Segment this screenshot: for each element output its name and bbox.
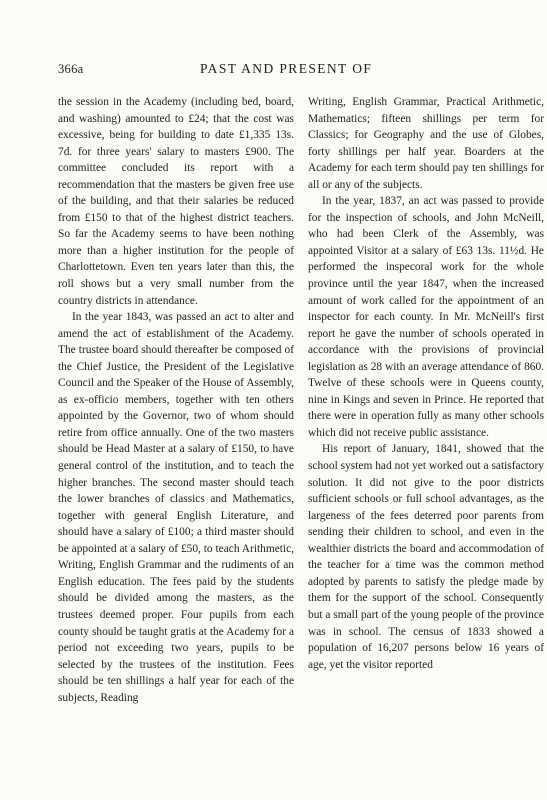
right-column (308, 94, 544, 774)
running-title: PAST AND PRESENT OF (200, 61, 373, 76)
paragraph-report-1841: His report of January, 1841, showed that the school system had not yet worked out a satisfactory solution. It did not give to the poor districts sufficient schools or full school advantages, as the largeness of the fees deterred poor parents from sending their children to school, and even in the wealthier districts the board and accommodation of the teacher for a time was the common method adopted by parents to satisfy the pledge made by them for the support of the school. Consequently but a small part of the young people of the province was in school. The census of 1833 showed a population of 16,207 persons below 16 years of age, yet the visitor reported (308, 443, 544, 671)
page-number: 366a (58, 62, 84, 76)
paragraph-fees-continued: Writing, English Grammar, Practical Arithmetic, Mathematics; fifteen shillings per term for Classics; for Geography and the use of Globes, forty shillings per half year. Boarders at the Academy for each term should pay ten shillings for all or any of the subjects. (308, 96, 544, 191)
paragraph-continued: the session in the Academy (including bed, board, and washing) amounted to £24; that the cost was excessive, being for building to date £1,335 13s. 7d. for three years' salary to masters £900. The committee concluded its report with a recommendation that the masters be given free use of the building, and that their salaries be reduced from £150 to that of the highest district teachers. So far the Academy seems to have been nothing more than a higher institution for the people of Charlottetown. Even ten years later than this, the roll shows but a very small number from the country districts in attendance. (58, 96, 294, 307)
page-header (0, 62, 547, 80)
left-column (58, 94, 294, 774)
paragraph-act-1843: In the year 1843, was passed an act to alter and amend the act of establishment of the Academy. The trustee board should thereafter be composed of the Chief Justice, the President of the Legislative Council and the Speaker of the House of Assembly, as ex-officio members, together with ten others appointed by the Governor, two of whom should retire from office annually. One of the two masters should be Head Master at a salary of £150, to have general control of the institution, and to teach the higher branches. The second master should teach the lower branches of classics and Mathematics, together with general English Literature, and should have a salary of £100; a third master should be appointed at a salary of £50, to teach Arithmetic, Writing, English Grammar and the rudiments of an English education. The fees paid by the students should be divided among the masters, as the trustees deemed proper. Four pupils from each county should be taught gratis at the Academy for a period not exceeding two years, pupils to be selected by the trustees of the institution. Fees should be ten shillings a half year for each of the subjects, Reading (58, 311, 294, 704)
paragraph-inspection-act: In the year, 1837, an act was passed to provide for the inspection of schools, and John McNeill, who had been Clerk of the Assembly, was appointed Visitor at a salary of £63 13s. 11½d. He performed the inspecoral work for the whole province until the year 1847, when the increased amount of work called for the appointment of an inspector for each county. In Mr. McNeill's first report he gave the number of schools operated in accordance with the provisions of provincial legislation as 28 with an average attendance of 860. Twelve of these schools were in Queens county, nine in Kings and seven in Prince. He reported that there were in operation fully as many other schools which did not receive public assistance. (308, 195, 544, 439)
